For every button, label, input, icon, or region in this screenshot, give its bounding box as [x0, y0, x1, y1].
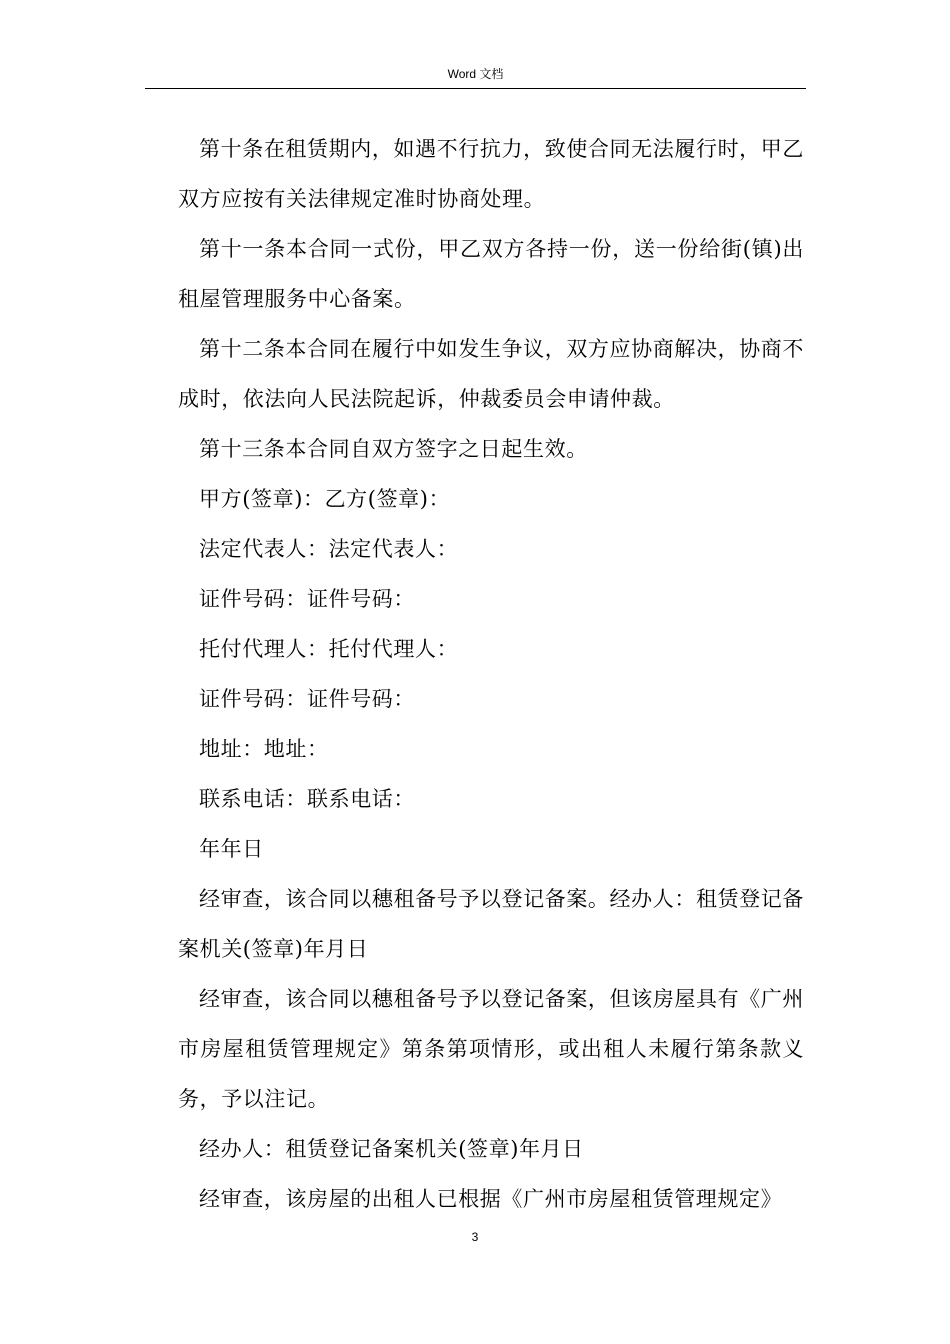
agent-line: 托付代理人：托付代理人： [199, 637, 459, 661]
paragraph-article-10: 第十条在租赁期内，如遇不行抗力，致使合同无法履行时，甲乙双方应按有关法律规定准时协商处理。 [178, 137, 804, 211]
legal-representative-line: 法定代表人：法定代表人： [199, 537, 459, 561]
page-number: 3 [471, 1230, 479, 1244]
signature-line: 甲方(签章)：乙方(签章)： [199, 487, 451, 511]
review-paragraph-1: 经审查，该合同以穗租备号予以登记备案。经办人：租赁登记备案机关(签章)年月日 [178, 887, 804, 961]
handler-line: 经办人：租赁登记备案机关(签章)年月日 [199, 1137, 584, 1161]
id-number-line: 证件号码：证件号码： [199, 587, 415, 611]
address-line: 地址：地址： [199, 737, 329, 761]
phone-line: 联系电话：联系电话： [199, 787, 415, 811]
review-paragraph-3: 经审查，该房屋的出租人已根据《广州市房屋租赁管理规定》 [199, 1187, 783, 1211]
paragraph-article-13: 第十三条本合同自双方签字之日起生效。 [199, 437, 588, 461]
review-paragraph-2: 经审查，该合同以穗租备号予以登记备案，但该房屋具有《广州市房屋租赁管理规定》第条第项情形，或出租人未履行第条款义务，予以注记。 [178, 987, 804, 1111]
paragraph-article-11: 第十一条本合同一式份，甲乙双方各持一份，送一份给街(镇)出租屋管理服务中心备案。 [178, 237, 804, 311]
document-body [178, 124, 804, 1224]
paragraph-article-12: 第十二条本合同在履行中如发生争议，双方应协商解决，协商不成时，依法向人民法院起诉，仲裁委员会申请仲裁。 [178, 337, 804, 411]
agent-id-number-line: 证件号码：证件号码： [199, 687, 415, 711]
header-title: Word 文档 [447, 67, 504, 81]
page-header [145, 64, 806, 89]
date-line: 年年日 [199, 837, 264, 861]
